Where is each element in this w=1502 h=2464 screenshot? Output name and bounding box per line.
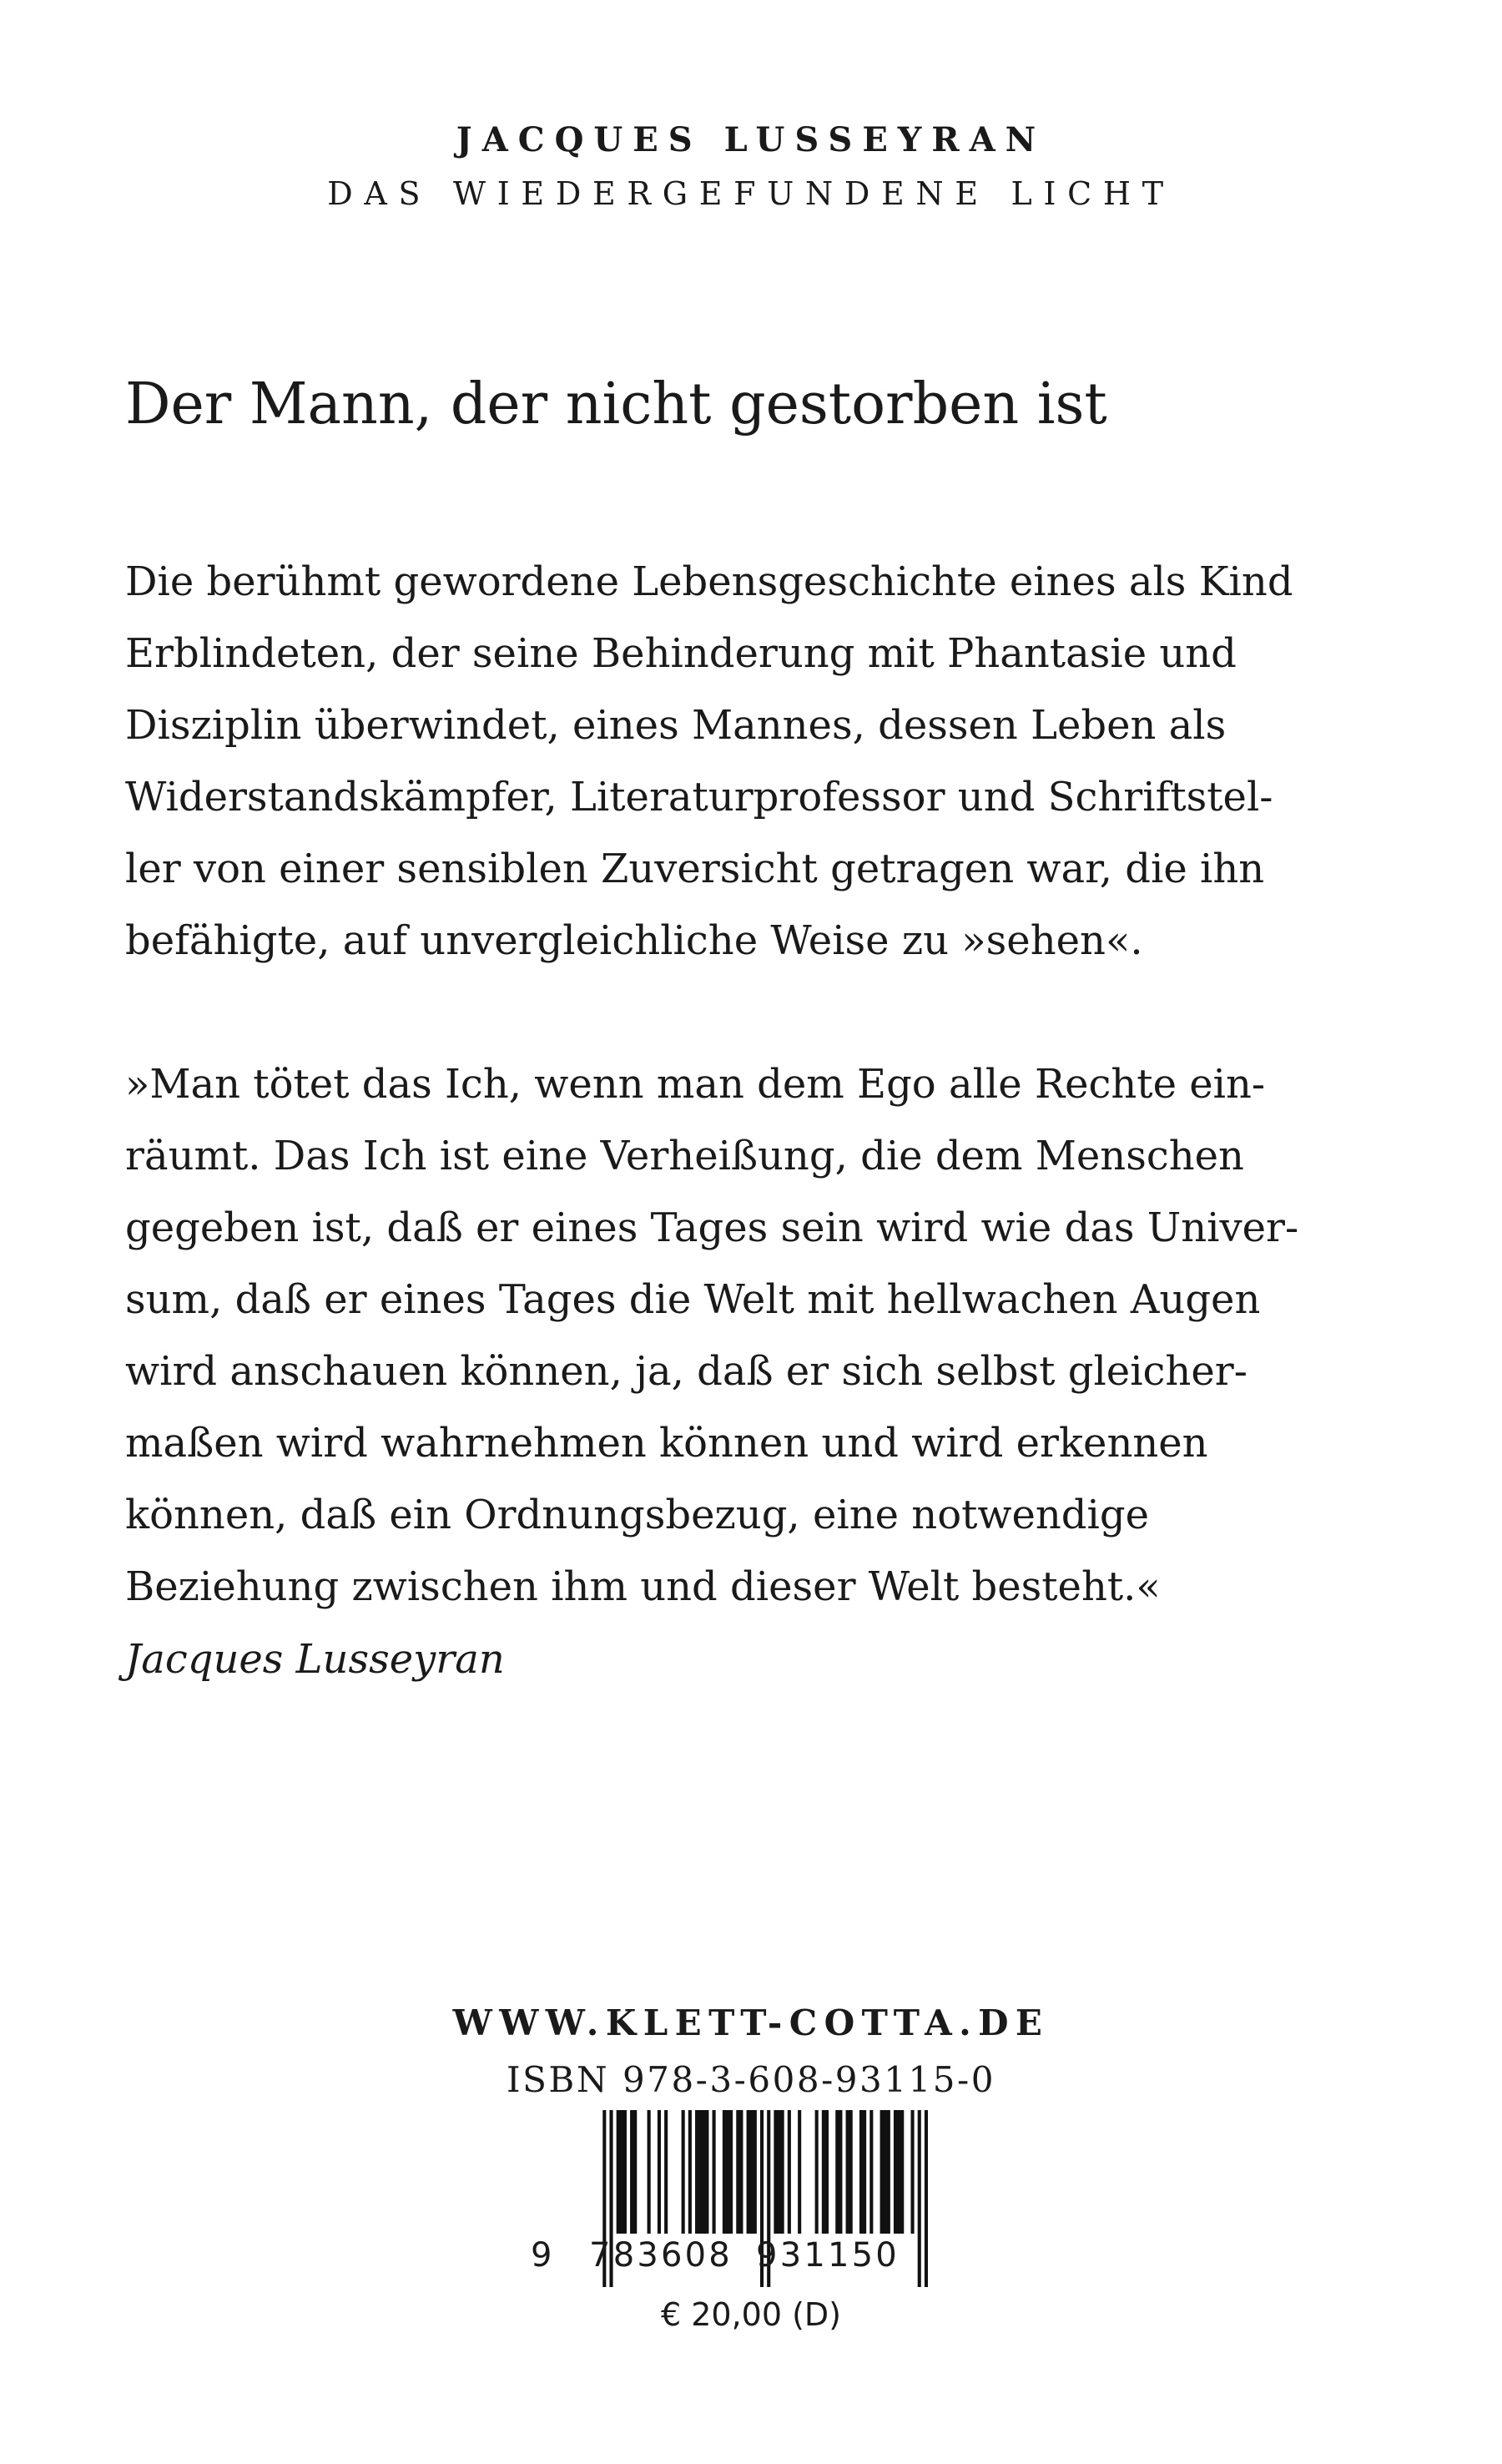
quote-line: »Man tötet das Ich, wenn man dem Ego alle Rechte ein- (125, 1061, 1266, 1108)
barcode-right-digits: 931150 (756, 2236, 900, 2275)
barcode-left-digits: 783608 (589, 2236, 733, 2275)
quote-line: sum, daß er eines Tages die Welt mit hellwachen Augen (125, 1276, 1261, 1323)
barcode-bar (880, 2110, 890, 2234)
barcode-bar (859, 2110, 866, 2234)
blurb-line: ler von einer sensiblen Zuversicht getragen war, die ihn (125, 846, 1265, 892)
quote-line: wird anschauen können, ja, daß er sich selbst gleicher- (125, 1348, 1247, 1395)
barcode-bar (822, 2110, 829, 2234)
barcode-bar (682, 2110, 685, 2234)
series-title: DAS WIEDERGEFUNDENE LICHT (327, 175, 1175, 212)
quote-paragraph (125, 1048, 1427, 1623)
barcode-bar (846, 2110, 853, 2234)
barcode-bar (910, 2110, 914, 2234)
barcode-bar (798, 2110, 801, 2234)
quote-attribution: Jacques Lusseyran (125, 1636, 505, 1683)
blurb-line: befähigte, auf unvergleichliche Weise zu »sehen«. (125, 917, 1143, 964)
barcode-bar (695, 2110, 708, 2234)
barcode-bar (869, 2110, 873, 2234)
isbn-label: ISBN 978-3-608-93115-0 (507, 2059, 995, 2100)
quote-line: räumt. Das Ich ist eine Verheißung, die dem Menschen (125, 1133, 1244, 1179)
quote-line: können, daß ein Ordnungsbezug, eine notwendige (125, 1492, 1149, 1538)
barcode-bar (774, 2110, 784, 2234)
blurb-line: Erblindeten, der seine Behinderung mit Phantasie und (125, 630, 1237, 677)
blurb-paragraph (125, 546, 1427, 977)
barcode-bar (835, 2110, 842, 2234)
barcode-guard-bar (925, 2110, 928, 2287)
barcode-bar (723, 2110, 733, 2234)
barcode-bar (630, 2110, 637, 2234)
publisher-website: WWW.KLETT-COTTA.DE (452, 2002, 1050, 2043)
barcode-bar (664, 2110, 668, 2234)
barcode-bar (688, 2110, 692, 2234)
barcode-bar (815, 2110, 819, 2234)
barcode-bar (648, 2110, 651, 2234)
headline: Der Mann, der nicht gestorben ist (125, 371, 1107, 437)
barcode-bar (658, 2110, 661, 2234)
quote-line: gegeben ist, daß er eines Tages sein wird wie das Univer- (125, 1204, 1299, 1251)
barcode-bar (747, 2110, 757, 2234)
quote-line: Beziehung zwischen ihm und dieser Welt besteht.« (125, 1563, 1161, 1610)
barcode-bar (736, 2110, 743, 2234)
price-label: € 20,00 (D) (660, 2296, 842, 2333)
barcode-bar (894, 2110, 904, 2234)
barcode-bar (617, 2110, 627, 2234)
barcode-bar (788, 2110, 791, 2234)
blurb-line: Die berühmt gewordene Lebensgeschichte eines als Kind (125, 558, 1293, 605)
blurb-line: Disziplin überwindet, eines Mannes, dessen Leben als (125, 702, 1227, 749)
quote-line: maßen wird wahrnehmen können und wird erkennen (125, 1420, 1208, 1467)
barcode-first-digit: 9 (531, 2236, 552, 2275)
barcode-bar (713, 2110, 716, 2234)
barcode-guard-bar (918, 2110, 921, 2287)
author-name: JACQUES LUSSEYRAN (456, 120, 1046, 159)
blurb-line: Widerstandskämpfer, Literaturprofessor und Schriftstel- (125, 774, 1273, 820)
